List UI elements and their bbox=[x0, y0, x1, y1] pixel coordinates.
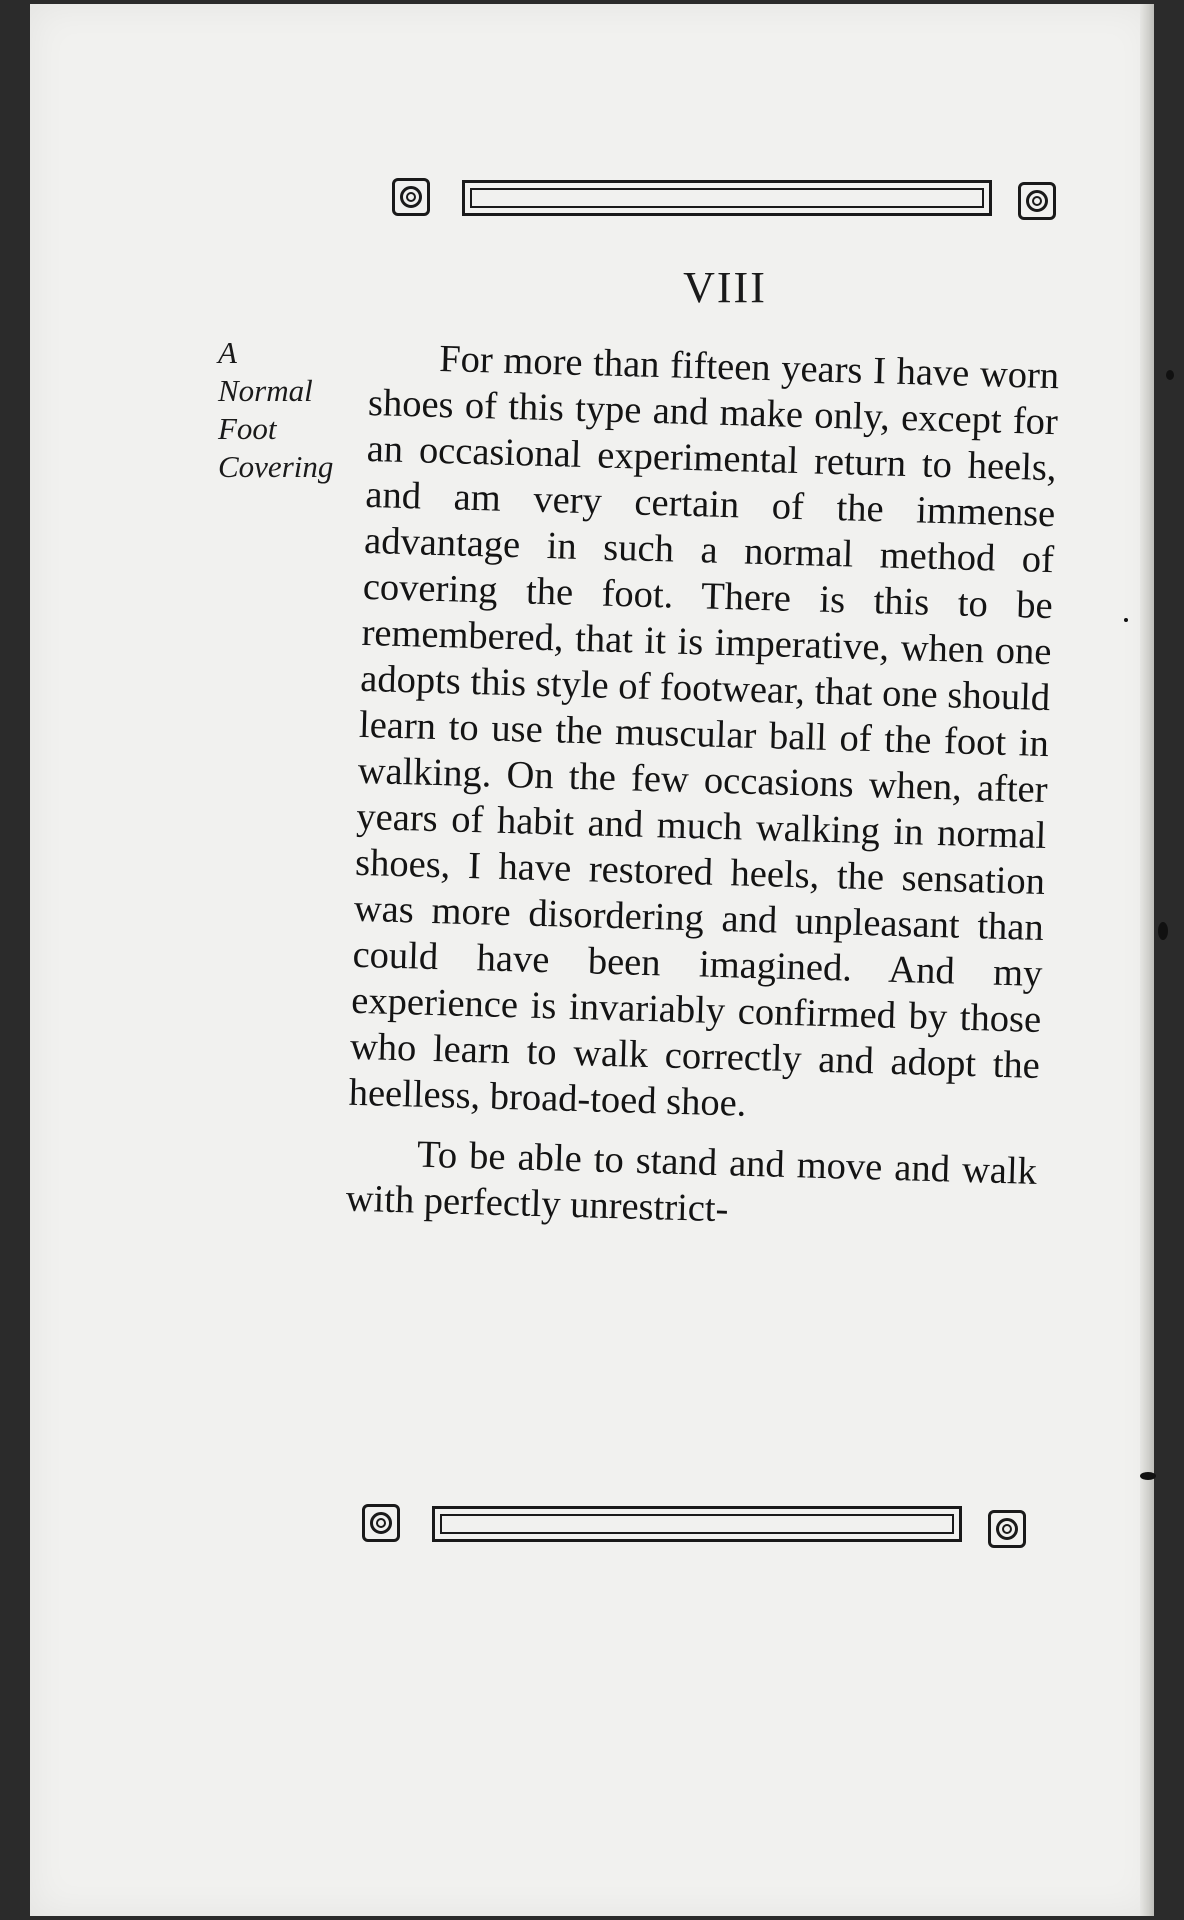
paragraph: To be able to stand and move and walk with perfectly unrestrict- bbox=[345, 1133, 1038, 1231]
ornament-bar bbox=[432, 1506, 962, 1542]
scan-speck bbox=[1158, 922, 1168, 940]
marginal-note-line: Foot bbox=[218, 411, 277, 446]
marginal-note-line: Normal bbox=[218, 373, 313, 408]
scan-speck bbox=[1140, 1472, 1156, 1480]
body-text bbox=[345, 334, 1060, 1241]
marginal-note bbox=[218, 334, 388, 486]
bottom-ornament bbox=[362, 1496, 1032, 1552]
paragraph: For more than fifteen years I have worn shoes of this type and make only, except for an occasional experimental return to heels, and am very certain of the immense advantage in such a normal method of covering the foot. There is this to be remembered, that it is imperative, when one adopts this style of footwear, that one should learn to use the muscular ball of the foot in walking. On the few occasions when, after years of habit and much walking in normal shoes, I have restored heels, the sensation was more disordering and unpleasant than could have been imagined. And my experience is invariably confirmed by those who learn to walk correctly and adopt the heelless, broad-toed shoe. bbox=[348, 337, 1060, 1125]
scan-speck bbox=[1124, 618, 1128, 622]
scan-speck bbox=[1166, 370, 1174, 380]
marginal-note-line: A bbox=[218, 335, 237, 370]
rosette-ornament-icon bbox=[392, 178, 430, 216]
chapter-title: VIII bbox=[683, 263, 767, 312]
rosette-ornament-icon bbox=[1018, 182, 1056, 220]
top-ornament bbox=[392, 170, 1062, 226]
rosette-ornament-icon bbox=[988, 1510, 1026, 1548]
marginal-note-line: Covering bbox=[218, 449, 334, 484]
page-edge bbox=[1140, 4, 1154, 1916]
ornament-bar bbox=[462, 180, 992, 216]
rosette-ornament-icon bbox=[362, 1504, 400, 1542]
